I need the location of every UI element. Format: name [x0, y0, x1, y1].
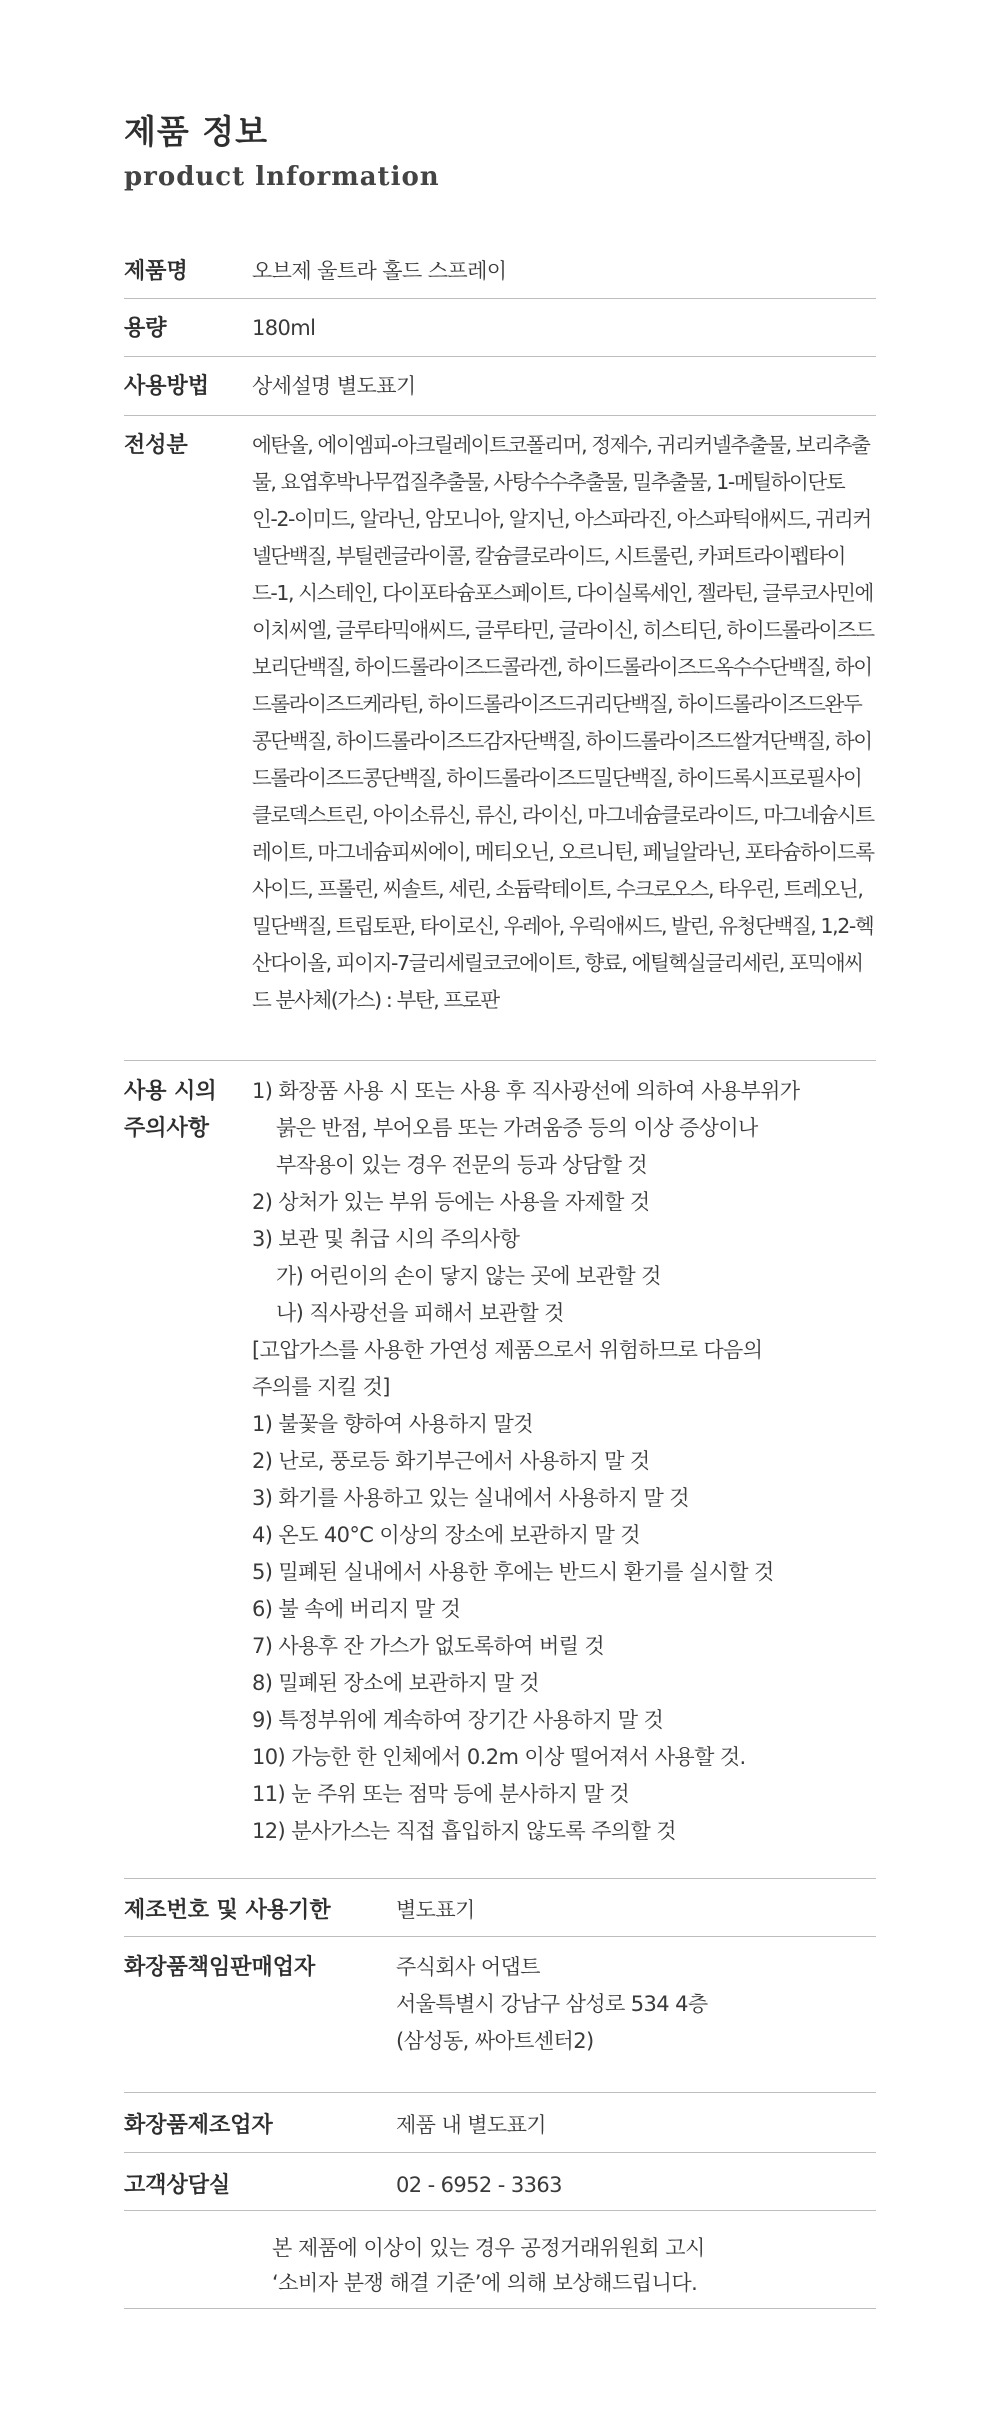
- row-manufacture-number: [124, 1879, 876, 1937]
- page-subtitle: product lnformation: [124, 162, 440, 192]
- customer-center-phone: 02 - 6952 - 3363: [396, 2173, 562, 2197]
- caution-item: 주의를 지킬 것]: [252, 1375, 390, 1399]
- row-seller: [124, 1937, 876, 2093]
- row-caution: [124, 1061, 876, 1879]
- caution-item: 6) 불 속에 버리지 말 것: [252, 1597, 461, 1621]
- caution-item: 2) 상처가 있는 부위 등에는 사용을 자제할 것: [252, 1190, 650, 1214]
- product-name-label: 제품명: [124, 259, 188, 284]
- caution-label-line: 사용 시의: [124, 1079, 217, 1104]
- caution-item: 10) 가능한 한 인체에서 0.2m 이상 떨어져서 사용할 것.: [252, 1745, 746, 1769]
- caution-label: [124, 1073, 252, 1878]
- page-title: 제품 정보: [124, 112, 269, 151]
- volume-label: 용량: [124, 316, 167, 341]
- caution-item: 5) 밀폐된 실내에서 사용한 후에는 반드시 환기를 실시할 것: [252, 1560, 774, 1584]
- caution-item: 9) 특정부위에 계속하여 장기간 사용하지 말 것: [252, 1708, 664, 1732]
- product-info-table: [124, 240, 876, 2211]
- manufacturer-value: 제품 내 별도표기: [396, 2113, 546, 2137]
- row-ingredients: [124, 416, 876, 1061]
- caution-list: [252, 1073, 876, 1878]
- product-name-value: 오브제 울트라 홀드 스프레이: [252, 259, 507, 283]
- caution-item: 12) 분사가스는 직접 흡입하지 않도록 주의할 것: [252, 1819, 676, 1843]
- manufacturer-label: 화장품제조업자: [124, 2113, 273, 2138]
- seller-value: [396, 1949, 876, 2092]
- seller-address: 서울특별시 강남구 삼성로 534 4층: [396, 1992, 708, 2016]
- row-usage: [124, 357, 876, 416]
- ingredients-value: 에탄올, 에이엠피-아크릴레이트코폴리머, 정제수, 귀리커넬추출물, 보리추출물, 요엽후박나무껍질추출물, 사탕수수추출물, 밀추출물, 1-메틸하이단토인-2-이미드, 알라닌, 암모니아, 알지닌, 아스파라진, 아스파틱애씨드, 귀리커넬단백질, 부틸렌글라이콜, 칼슘클로라이드, 시트룰린, 카퍼트라이펩타이드-1, 시스테인, 다이포타슘포스페이트, 다이실록세인, 젤라틴, 글루코사민에이치씨엘, 글루타믹애씨드, 글루타민, 글라이신, 히스티딘, 하이드롤라이즈드보리단백질, 하이드롤라이즈드콜라겐, 하이드롤라이즈드옥수수단백질, 하이드롤라이즈드케라틴, 하이드롤라이즈드귀리단백질, 하이드롤라이즈드완두콩단백질, 하이드롤라이즈드감자단백질, 하이드롤라이즈드쌀겨단백질, 하이드롤라이즈드콩단백질, 하이드롤라이즈드밀단백질, 하이드록시프로필사이클로덱스트린, 아이소류신, 류신, 라이신, 마그네슘클로라이드, 마그네슘시트레이트, 마그네슘피씨에이, 메티오닌, 오르니틴, 페닐알라닌, 포타슘하이드록사이드, 프롤린, 씨솔트, 세린, 소듐락테이트, 수크로오스, 타우린, 트레오닌, 밀단백질, 트립토판, 타이로신, 우레아, 우릭애씨드, 발린, 유청단백질, 1,2-헥산다이올, 피이지-7글리세릴코코에이트, 향료, 에틸헥실글리세린, 포믹애씨드 분사체(가스) : 부탄, 프로판: [252, 433, 874, 1012]
- seller-label: 화장품책임판매업자: [124, 1955, 316, 1980]
- caution-label-line: 주의사항: [124, 1116, 210, 1141]
- caution-item: [고압가스를 사용한 가연성 제품으로서 위험하므로 다음의: [252, 1338, 763, 1362]
- seller-company: 주식회사 어댑트: [396, 1955, 540, 1979]
- usage-label: 사용방법: [124, 374, 210, 399]
- caution-item: 2) 난로, 풍로등 화기부근에서 사용하지 말 것: [252, 1449, 650, 1473]
- caution-item: 가) 어린이의 손이 닿지 않는 곳에 보관할 것: [276, 1264, 661, 1288]
- manufacture-number-label: 제조번호 및 사용기한: [124, 1898, 331, 1923]
- row-volume: [124, 299, 876, 357]
- caution-item: 나) 직사광선을 피해서 보관할 것: [276, 1301, 564, 1325]
- caution-item: 8) 밀폐된 장소에 보관하지 말 것: [252, 1671, 539, 1695]
- caution-item: 11) 눈 주위 또는 점막 등에 분사하지 말 것: [252, 1782, 630, 1806]
- seller-address-detail: (삼성동, 싸아트센터2): [396, 2029, 594, 2053]
- caution-item: 3) 보관 및 취급 시의 주의사항: [252, 1227, 520, 1251]
- caution-item: 3) 화기를 사용하고 있는 실내에서 사용하지 말 것: [252, 1486, 689, 1510]
- caution-item: 부작용이 있는 경우 전문의 등과 상담할 것: [276, 1153, 648, 1177]
- ingredients-label: 전성분: [124, 433, 188, 458]
- row-customer-center: [124, 2153, 876, 2211]
- notice-line: 본 제품에 이상이 있는 경우 공정거래위원회 고시: [272, 2236, 705, 2260]
- manufacture-number-value: 별도표기: [396, 1898, 475, 1922]
- customer-center-label: 고객상담실: [124, 2173, 231, 2198]
- volume-value: 180ml: [252, 316, 316, 340]
- caution-item: 7) 사용후 잔 가스가 없도록하여 버릴 것: [252, 1634, 605, 1658]
- caution-item: 1) 화장품 사용 시 또는 사용 후 직사광선에 의하여 사용부위가: [252, 1079, 800, 1103]
- usage-value: 상세설명 별도표기: [252, 374, 416, 398]
- compensation-notice: [124, 2223, 876, 2309]
- notice-line: ‘소비자 분쟁 해결 기준’에 의해 보상해드립니다.: [272, 2271, 698, 2295]
- caution-item: 붉은 반점, 부어오름 또는 가려움증 등의 이상 증상이나: [276, 1116, 758, 1140]
- row-manufacturer: [124, 2093, 876, 2153]
- row-product-name: [124, 240, 876, 299]
- caution-item: 1) 불꽃을 향하여 사용하지 말것: [252, 1412, 533, 1436]
- caution-item: 4) 온도 40°C 이상의 장소에 보관하지 말 것: [252, 1523, 640, 1547]
